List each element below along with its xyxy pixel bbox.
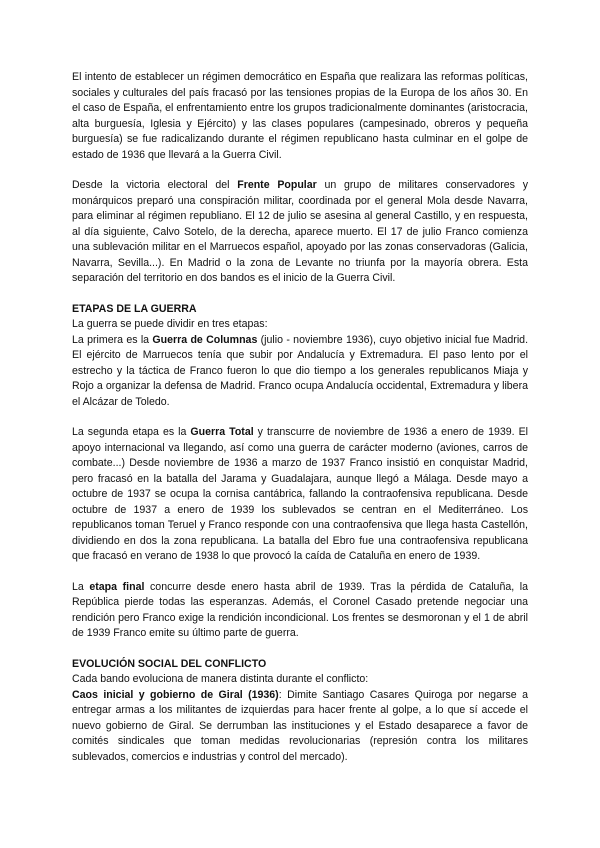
section-heading-etapas: ETAPAS DE LA GUERRA [72,302,197,315]
section-heading-evolucion: EVOLUCIÓN SOCIAL DEL CONFLICTO [72,657,267,670]
text-run: La segunda etapa es la [72,426,191,438]
text-run: (julio - noviembre 1936), cuyo objetivo inicial fue Madrid. El ejército de Marruecos tenía que subir por Andalucía y Extremadura. El paso lento por el estrecho y la táctica de Franco fueron lo que dio tiempo a los generales republicanos Miaja y Rojo a organizar la defensa de Madrid. Franco ocupa Andalucía occidental, Extremadura y libera el Alcázar de Toledo. [72,333,529,408]
text-run: Desde la victoria electoral del [72,179,238,191]
paragraph-evolucion-intro: Cada bando evoluciona de manera distinta durante el conflicto: [72,673,369,685]
bold-term: Caos inicial y gobierno de Giral (1936) [72,688,279,701]
text-run: un grupo de militares conservadores y monárquicos preparó una conspiración militar, coordinada por el general Mola desde Navarra, para eliminar al régimen republiano. El 12 de julio se asesina al general Castillo, y en respuesta, al día siguiente, Calvo Sotelo, de la derecha, aparece muerto. El 17 de julio Franco comienza una sublevación militar en el Marruecos español, apoyado por las zonas conservadoras (Galicia, Navarra, Sevilla...). En Madrid o la zona de Levante no triunfa por la mayoría obrera. Esta separación del territorio en dos bandos es el inicio de la Guerra Civil. [72,179,528,284]
text-run: y transcurre de noviembre de 1936 a enero de 1939. El apoyo internacional va llegando, así como una guerra de carácter moderno (aviones, carros de combate...) Desde noviembre de 1936 a marzo de 1937 Franco insistió en conquistar Madrid, pero fracasó en la batalla del Jarama y Guadalajara, aunque llegó a Málaga. Desde mayo a octubre de 1937 se ocupa la cornisa cantábrica, fallando la contraofensiva republicana. Desde octubre de 1937 a enero de 1939 los sublevados se centran en el Mediterráneo. Los republicanos toman Teruel y Franco responde con una contraofensiva que llega hasta Castellón, dividiendo en dos la zona republicana. La batalla del Ebro fue una contraofensiva republicana que fracasó en verano de 1938 lo que provocó la caída de Cataluña en enero de 1939. [72,426,529,562]
text-run: La primera es la [72,333,153,346]
bold-term: Guerra Total [190,426,254,438]
bold-term: etapa final [89,580,145,593]
text-run: La [72,580,90,593]
bold-term: Guerra de Columnas [152,333,258,346]
paragraph-etapa-final [72,580,528,642]
paragraph-etapas-intro: La guerra se puede dividir en tres etapas: [72,318,268,330]
paragraph-caos-inicial [72,688,528,766]
bold-term: Frente Popular [237,179,317,191]
paragraph-intro: El intento de establecer un régimen democrático en España que realizara las reformas políticas, sociales y culturales del país fracasó por las tensiones propias de la Europa de los años 30. En el caso de España, el enfrentamiento entre los grupos tradicionalmente dominantes (aristocracia, alta burguesía, Iglesia y Ejército) y las clases populares (campesinado, obreros y pequeña burguesía) se fue radicalizando durante el régimen republicano hasta culminar en el golpe de estado de 1936 que llevará a la Guerra Civil. [72,71,528,161]
paragraph-guerra-columnas [72,333,528,411]
paragraph-frente-popular [72,178,528,287]
text-run: concurre desde enero hasta abril de 1939. Tras la pérdida de Cataluña, la República pierde todas las esperanzas. Además, el Coronel Casado pretende negociar una rendición pero Franco exige la rendición incondicional. Los frentes se desmoronan y el 1 de abril de 1939 Franco emite su último parte de guerra. [72,580,528,639]
text-run: : Dimite Santiago Casares Quiroga por negarse a entregar armas a los militantes de izquierdas para hacer frente al golpe, a lo que sí accede el nuevo gobierno de Giral. Se derrumban las instituciones y el Estado desaparece a favor de comités sindicales que toman medidas revolucionarias (represión contra los militares sublevados, comercios e industrias y control del mercado). [72,688,528,763]
paragraph-guerra-total [72,425,528,565]
